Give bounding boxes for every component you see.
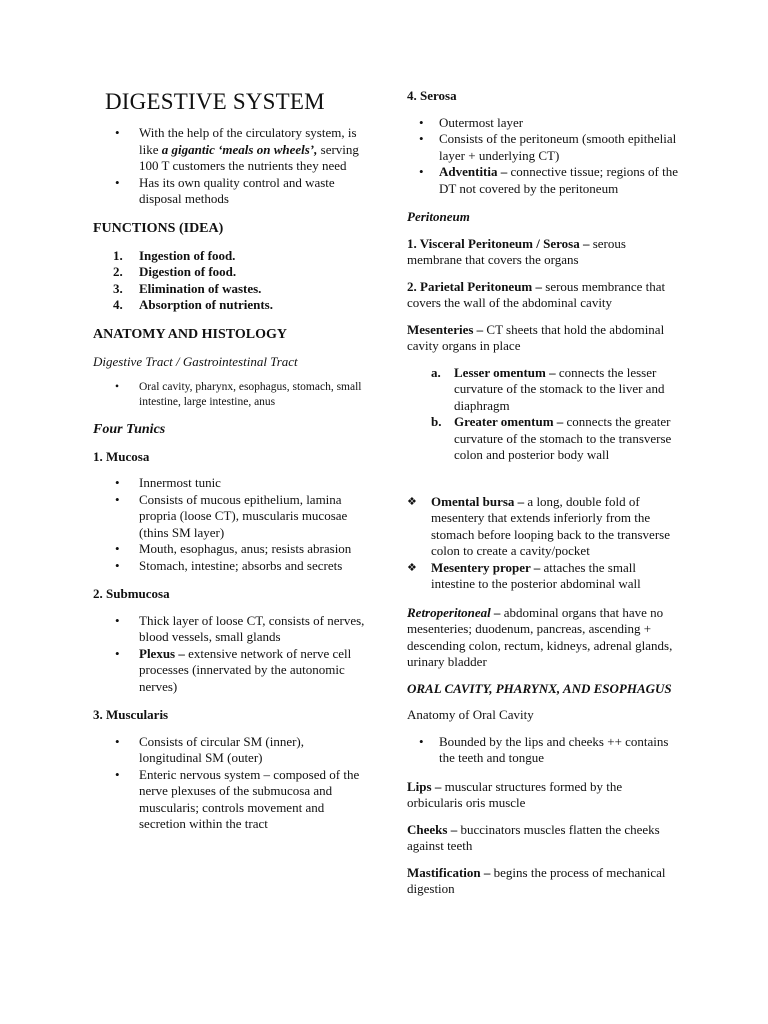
tract-list — [93, 380, 365, 410]
mastification-paragraph: Mastification – begins the process of mechanical digestion — [407, 864, 666, 896]
list-item: • Stomach, intestine; absorbs and secrets — [115, 557, 343, 573]
list-item: • Consists of circular SM (inner), longitudinal SM (outer) — [115, 733, 305, 765]
list-item: 2. Digestion of food. — [113, 264, 237, 279]
bullet-marker: • — [115, 125, 120, 140]
page-title: DIGESTIVE SYSTEM — [105, 89, 325, 114]
list-item: ❖ Omental bursa – a long, double fold of mesentery that extends inferiorly from the stomach before looping back to the transverse colon to create a cavity/pocket — [407, 493, 670, 558]
list-item: • Oral cavity, pharynx, esophagus, stomach, small intestine, large intestine, anus — [115, 381, 362, 408]
serosa-heading: 4. Serosa — [407, 88, 457, 103]
lips-paragraph: Lips – muscular structures formed by the orbicularis oris muscle — [407, 778, 623, 810]
list-item: • Plexus – extensive network of nerve cell processes (innervated by the autonomic nerves) — [115, 645, 352, 694]
oral-subheading: Anatomy of Oral Cavity — [407, 707, 534, 722]
list-item: 3. Elimination of wastes. — [113, 280, 262, 296]
mucosa-list — [93, 475, 365, 574]
muscularis-list — [93, 734, 365, 833]
list-item: • Thick layer of loose CT, consists of nerves, blood vessels, small glands — [115, 612, 365, 644]
list-item: ❖ Mesentery proper – attaches the small intestine to the posterior abdominal wall — [407, 559, 641, 591]
oral-heading: ORAL CAVITY, PHARYNX, AND ESOPHAGUS — [407, 680, 672, 696]
tunics-heading: Four Tunics — [93, 422, 166, 437]
list-item: • Consists of the peritoneum (smooth epithelial layer + underlying CT) — [419, 131, 677, 163]
diamond-icon: ❖ — [407, 561, 417, 574]
submucosa-list — [93, 613, 365, 696]
diamond-icon: ❖ — [407, 495, 417, 508]
list-item: 1. Ingestion of food. — [113, 247, 236, 263]
serosa-list — [407, 115, 679, 198]
muscularis-heading: 3. Muscularis — [93, 707, 169, 722]
anatomy-heading: ANATOMY AND HISTOLOGY — [93, 326, 287, 342]
omenta-list — [407, 365, 679, 464]
submucosa-heading: 2. Submucosa — [93, 586, 170, 601]
parietal-paragraph: 2. Parietal Peritoneum – serous membrance that covers the wall of the abdominal cavity — [407, 278, 666, 310]
mucosa-heading: 1. Mucosa — [93, 448, 150, 464]
list-item: • With the help of the circulatory system, is like a gigantic ‘meals on wheels’, serving 100 T customers the nutrients they need — [115, 125, 359, 173]
list-item: • Adventitia – connective tissue; regions of the DT not covered by the peritoneum — [419, 164, 679, 196]
list-item: • Mouth, esophagus, anus; resists abrasion — [115, 541, 352, 556]
list-item: • Innermost tunic — [115, 475, 221, 490]
list-item: b. Greater omentum – connects the greater curvature of the stomach to the transverse colon and posterior body wall — [431, 414, 672, 462]
peritoneum-heading: Peritoneum — [407, 209, 470, 224]
list-item: a. Lesser omentum – connects the lesser curvature of the stomack to the liver and diaphragm — [431, 364, 665, 413]
list-item: • Enteric nervous system – composed of the nerve plexuses of the submucosa and muscularis; controls movement and secretion within the tract — [115, 766, 360, 831]
right-column — [407, 88, 679, 908]
list-item: • Outermost layer — [419, 114, 524, 130]
mesenteries-paragraph: Mesenteries – CT sheets that hold the abdominal cavity organs in place — [407, 321, 665, 353]
oral-list — [407, 734, 679, 767]
list-item: • Has its own quality control and waste disposal methods — [115, 174, 335, 206]
left-column — [93, 88, 365, 845]
list-item: • Consists of mucous epithelium, lamina propria (loose CT), muscularis mucosae (thins SM layer) — [115, 491, 348, 540]
cheeks-paragraph: Cheeks – buccinators muscles flatten the cheeks against teeth — [407, 821, 660, 853]
functions-list — [93, 248, 365, 314]
list-item: 4. Absorption of nutrients. — [113, 297, 273, 312]
list-item: • Bounded by the lips and cheeks ++ contains the teeth and tongue — [419, 733, 669, 765]
functions-heading: FUNCTIONS (IDEA) — [93, 220, 224, 236]
intro-list — [93, 125, 365, 208]
bullet-marker: • — [115, 174, 120, 190]
visceral-paragraph: 1. Visceral Peritoneum / Serosa – serous membrane that covers the organs — [407, 235, 626, 267]
tract-subheading: Digestive Tract / Gastrointestinal Tract — [93, 353, 298, 369]
bursa-list — [407, 494, 679, 593]
retroperitoneal-paragraph: Retroperitoneal – abdominal organs that have no mesenteries; duodenum, pancreas, ascending + descending colon, rectum, kidneys, adrenal glands, urinary bladder — [407, 604, 673, 669]
